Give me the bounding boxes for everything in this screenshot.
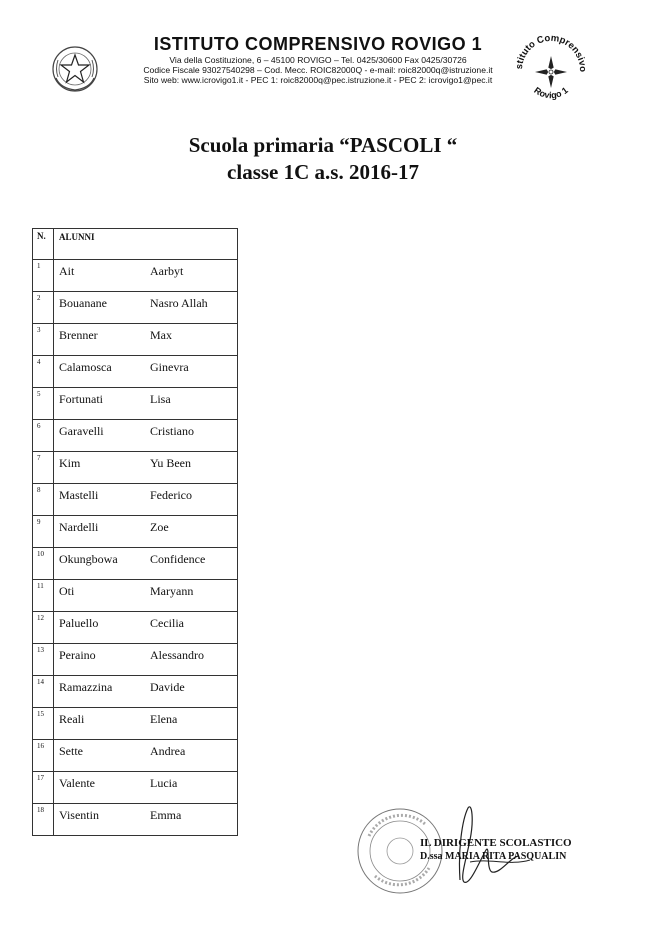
student-first-name: Alessandro bbox=[150, 648, 204, 662]
student-surname: Visentin bbox=[59, 808, 99, 822]
student-first-name: Davide bbox=[150, 680, 185, 694]
table-row bbox=[33, 388, 238, 420]
student-first-name: Confidence bbox=[150, 552, 206, 566]
student-surname: Reali bbox=[59, 712, 85, 726]
student-first-name: Lisa bbox=[150, 392, 171, 406]
student-surname: Peraino bbox=[59, 648, 96, 662]
student-first-name: Lucia bbox=[150, 776, 178, 790]
student-surname: Garavelli bbox=[59, 424, 104, 438]
signature-block bbox=[420, 837, 572, 863]
table-row bbox=[33, 292, 238, 324]
institute-address: Via della Costituzione, 6 – 45100 ROVIGO – Tel. 0425/30600 Fax 0425/30726 bbox=[169, 55, 467, 65]
institute-codes: Codice Fiscale 93027540298 – Cod. Mecc. ROIC82000Q - e-mail: roic82000q@istruzione.it bbox=[143, 65, 493, 75]
table-row bbox=[33, 324, 238, 356]
row-number: 9 bbox=[33, 516, 54, 548]
institute-name: ISTITUTO COMPRENSIVO ROVIGO 1 bbox=[153, 34, 483, 54]
row-number: 11 bbox=[33, 580, 54, 612]
student-cell bbox=[54, 772, 238, 804]
student-surname: Brenner bbox=[59, 328, 98, 342]
table-row bbox=[33, 612, 238, 644]
table-row bbox=[33, 484, 238, 516]
table-row bbox=[33, 676, 238, 708]
row-number: 8 bbox=[33, 484, 54, 516]
student-cell bbox=[54, 804, 238, 836]
row-number: 2 bbox=[33, 292, 54, 324]
student-cell bbox=[54, 324, 238, 356]
student-surname: Calamosca bbox=[59, 360, 112, 374]
student-cell bbox=[54, 388, 238, 420]
row-number: 13 bbox=[33, 644, 54, 676]
school-logo bbox=[510, 28, 592, 108]
table-row bbox=[33, 804, 238, 836]
student-first-name: Nasro Allah bbox=[150, 296, 208, 310]
table-row bbox=[33, 548, 238, 580]
row-number: 10 bbox=[33, 548, 54, 580]
student-cell bbox=[54, 484, 238, 516]
signature-person: D.ssa MARIA RITA PASQUALIN bbox=[420, 851, 567, 862]
page-title-line-2: classe 1C a.s. 2016-17 bbox=[227, 160, 419, 184]
student-first-name: Emma bbox=[150, 808, 182, 822]
row-number: 5 bbox=[33, 388, 54, 420]
compass-rose-icon bbox=[535, 56, 567, 88]
svg-text:Istituto Comprensivo: stituto Comprensivo bbox=[513, 32, 589, 73]
student-surname: Mastelli bbox=[59, 488, 99, 502]
table-row bbox=[33, 580, 238, 612]
student-surname: Ramazzina bbox=[59, 680, 113, 694]
table-row bbox=[33, 516, 238, 548]
signature-role: IL DIRIGENTE SCOLASTICO bbox=[420, 837, 572, 849]
row-number: 4 bbox=[33, 356, 54, 388]
row-number: 16 bbox=[33, 740, 54, 772]
student-first-name: Zoe bbox=[150, 520, 169, 534]
row-number: 15 bbox=[33, 708, 54, 740]
table-row bbox=[33, 260, 238, 292]
table-row bbox=[33, 708, 238, 740]
table-row bbox=[33, 356, 238, 388]
student-first-name: Maryann bbox=[150, 584, 194, 598]
student-first-name: Ginevra bbox=[150, 360, 189, 374]
table-row bbox=[33, 420, 238, 452]
student-first-name: Cristiano bbox=[150, 424, 194, 438]
student-first-name: Andrea bbox=[150, 744, 186, 758]
student-surname: Fortunati bbox=[59, 392, 103, 406]
row-number: 18 bbox=[33, 804, 54, 836]
svg-text:Rovigo 1: Rovigo 1 bbox=[532, 85, 570, 101]
student-surname: Bouanane bbox=[59, 296, 107, 310]
student-cell bbox=[54, 612, 238, 644]
row-number: 17 bbox=[33, 772, 54, 804]
student-cell bbox=[54, 676, 238, 708]
student-cell bbox=[54, 260, 238, 292]
column-number-header: N. bbox=[33, 229, 54, 260]
students-table bbox=[32, 228, 238, 836]
student-cell bbox=[54, 580, 238, 612]
table-row bbox=[33, 772, 238, 804]
student-first-name: Federico bbox=[150, 488, 192, 502]
italian-republic-emblem-icon bbox=[50, 44, 100, 94]
student-surname: Nardelli bbox=[59, 520, 99, 534]
row-number: 1 bbox=[33, 260, 54, 292]
column-students-header: ALUNNI bbox=[54, 229, 238, 260]
student-surname: Oti bbox=[59, 584, 75, 598]
student-cell bbox=[54, 452, 238, 484]
row-number: 3 bbox=[33, 324, 54, 356]
row-number: 7 bbox=[33, 452, 54, 484]
row-number: 6 bbox=[33, 420, 54, 452]
student-surname: Paluello bbox=[59, 616, 99, 630]
row-number: 12 bbox=[33, 612, 54, 644]
student-cell bbox=[54, 548, 238, 580]
student-first-name: Aarbyt bbox=[150, 264, 184, 278]
table-header-row bbox=[33, 229, 238, 260]
student-cell bbox=[54, 740, 238, 772]
institute-web: Sito web: www.icrovigo1.it - PEC 1: roic82000q@pec.istruzione.it - PEC 2: icrovigo1@pec.it bbox=[143, 75, 493, 85]
student-cell bbox=[54, 356, 238, 388]
student-cell bbox=[54, 292, 238, 324]
student-surname: Ait bbox=[59, 264, 75, 278]
student-surname: Sette bbox=[59, 744, 83, 758]
student-cell bbox=[54, 516, 238, 548]
institute-header bbox=[118, 34, 518, 85]
page-title-line-1: Scuola primaria “PASCOLI “ bbox=[188, 133, 458, 157]
student-surname: Valente bbox=[59, 776, 95, 790]
row-number: 14 bbox=[33, 676, 54, 708]
student-first-name: Cecilia bbox=[150, 616, 184, 630]
student-first-name: Elena bbox=[150, 712, 178, 726]
student-first-name: Yu Been bbox=[150, 456, 191, 470]
table-row bbox=[33, 644, 238, 676]
student-cell bbox=[54, 708, 238, 740]
table-row bbox=[33, 740, 238, 772]
student-first-name: Max bbox=[150, 328, 172, 342]
student-cell bbox=[54, 644, 238, 676]
student-surname: Kim bbox=[59, 456, 81, 470]
table-row bbox=[33, 452, 238, 484]
student-surname: Okungbowa bbox=[59, 552, 118, 566]
student-cell bbox=[54, 420, 238, 452]
